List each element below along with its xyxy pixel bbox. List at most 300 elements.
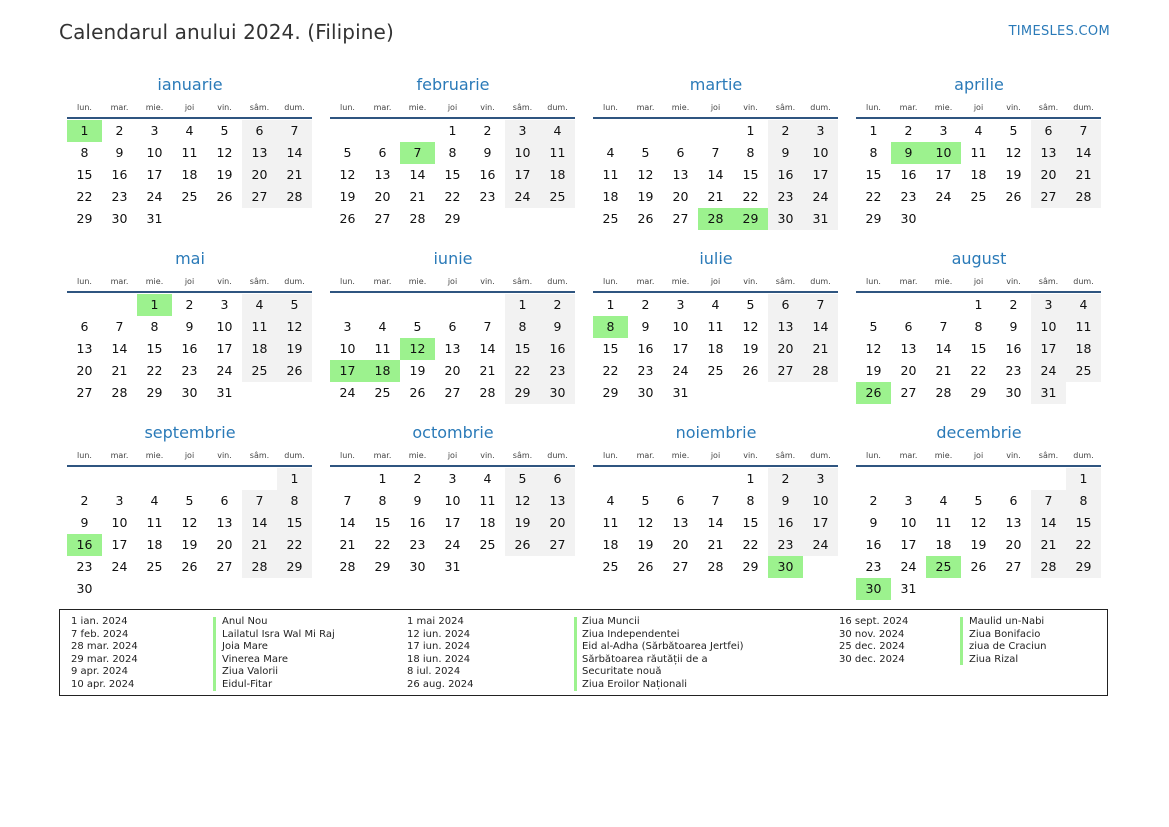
weekday-label: sâm. xyxy=(775,451,796,460)
legend-entry: Ziua Bonifacio xyxy=(969,628,1041,640)
legend-entry: Ziua Muncii xyxy=(582,616,640,627)
day-cell: 18 xyxy=(181,167,198,182)
empty-cell xyxy=(67,468,102,490)
month-title: decembrie xyxy=(936,423,1022,442)
day-cell: 16 xyxy=(111,167,128,182)
day-cell: 28 xyxy=(409,211,426,226)
day-cell: 31 xyxy=(146,211,163,226)
day-cell: 5 xyxy=(869,319,878,334)
day-cell: 20 xyxy=(768,338,803,360)
day-cell: 12 xyxy=(742,319,759,334)
day-cell: 26 xyxy=(277,360,312,382)
empty-cell xyxy=(628,120,663,142)
weekday-label: joi xyxy=(973,103,984,112)
day-cell: 16 xyxy=(900,167,917,182)
day-cell: 11 xyxy=(1066,316,1101,338)
legend-dates-1 xyxy=(71,616,138,692)
legend-names-2 xyxy=(582,616,744,692)
empty-cell xyxy=(207,468,242,490)
weekday-label: vin. xyxy=(480,277,495,286)
day-cell: 26 xyxy=(216,189,233,204)
empty-cell xyxy=(628,468,663,490)
day-cell: 6 xyxy=(80,319,89,334)
day-cell: 8 xyxy=(80,145,89,160)
day-cell: 13 xyxy=(242,142,277,164)
legend-entry: 29 mar. 2024 xyxy=(71,653,138,665)
day-cell: 21 xyxy=(277,164,312,186)
day-cell: 23 xyxy=(768,186,803,208)
day-cell: 3 xyxy=(676,297,685,312)
weekday-label: mie. xyxy=(408,277,427,286)
day-cell: 10 xyxy=(505,142,540,164)
weekday-label: mie. xyxy=(145,103,164,112)
day-cell: 25 xyxy=(602,559,619,574)
day-cell: 7 xyxy=(711,493,720,508)
legend-entry: Vinerea Mare xyxy=(222,653,289,665)
month-iulie xyxy=(593,246,839,404)
day-cell: 24 xyxy=(900,559,917,574)
holiday-day-cell: 1 xyxy=(67,120,102,142)
day-cell: 2 xyxy=(185,297,194,312)
weekday-label: mie. xyxy=(408,451,427,460)
day-cell: 29 xyxy=(970,385,987,400)
month-title: iulie xyxy=(699,249,733,268)
day-cell: 5 xyxy=(641,145,650,160)
weekday-label: vin. xyxy=(217,103,232,112)
day-cell: 24 xyxy=(935,189,952,204)
day-cell: 27 xyxy=(374,211,391,226)
day-cell: 18 xyxy=(479,515,496,530)
day-cell: 1 xyxy=(974,297,983,312)
month-title: noiembrie xyxy=(675,423,757,442)
day-cell: 3 xyxy=(1031,294,1066,316)
month-title: octombrie xyxy=(412,423,494,442)
day-cell: 10 xyxy=(900,515,917,530)
day-cell: 13 xyxy=(672,515,689,530)
day-cell: 23 xyxy=(181,363,198,378)
day-cell: 20 xyxy=(242,164,277,186)
day-cell: 25 xyxy=(707,363,724,378)
day-cell: 8 xyxy=(974,319,983,334)
day-cell: 22 xyxy=(277,534,312,556)
legend-bar-3 xyxy=(960,617,963,665)
empty-cell xyxy=(856,468,891,490)
day-cell: 19 xyxy=(216,167,233,182)
day-cell: 2 xyxy=(80,493,89,508)
day-cell: 13 xyxy=(900,341,917,356)
empty-cell xyxy=(137,468,172,490)
day-cell: 14 xyxy=(111,341,128,356)
day-cell: 13 xyxy=(540,490,575,512)
day-cell: 21 xyxy=(803,338,838,360)
day-cell: 10 xyxy=(803,142,838,164)
day-cell: 29 xyxy=(742,559,759,574)
day-cell: 1 xyxy=(746,471,755,486)
legend-entry: Securitate nouă xyxy=(582,666,662,678)
day-cell: 19 xyxy=(409,363,426,378)
day-cell: 28 xyxy=(111,385,128,400)
weekday-label: mie. xyxy=(671,451,690,460)
day-cell: 27 xyxy=(444,385,461,400)
day-cell: 11 xyxy=(374,341,391,356)
empty-cell xyxy=(891,468,926,490)
day-cell: 22 xyxy=(865,189,882,204)
day-cell: 13 xyxy=(76,341,93,356)
empty-cell xyxy=(330,468,365,490)
day-cell: 4 xyxy=(540,120,575,142)
day-cell: 30 xyxy=(900,211,917,226)
holiday-day-cell: 29 xyxy=(733,208,768,230)
day-cell: 10 xyxy=(146,145,163,160)
day-cell: 7 xyxy=(115,319,124,334)
day-cell: 18 xyxy=(602,537,619,552)
day-cell: 5 xyxy=(220,123,229,138)
day-cell: 6 xyxy=(768,294,803,316)
day-cell: 1 xyxy=(869,123,878,138)
legend-entry: Ziua Independentei xyxy=(582,628,680,640)
day-cell: 31 xyxy=(1031,382,1066,404)
day-cell: 14 xyxy=(707,515,724,530)
month-februarie xyxy=(330,72,576,230)
day-cell: 9 xyxy=(768,490,803,512)
day-cell: 29 xyxy=(444,211,461,226)
day-cell: 5 xyxy=(505,468,540,490)
empty-cell xyxy=(400,294,435,316)
empty-cell xyxy=(172,468,207,490)
day-cell: 12 xyxy=(637,167,654,182)
weekday-label: lun. xyxy=(340,451,355,460)
month-octombrie xyxy=(330,420,576,578)
day-grid xyxy=(856,294,1101,404)
day-cell: 20 xyxy=(672,537,689,552)
empty-cell xyxy=(365,294,400,316)
weekday-label: dum. xyxy=(1073,103,1094,112)
legend-entry: Eid al-Adha (Sărbătoarea Jertfei) xyxy=(582,641,744,653)
day-cell: 24 xyxy=(505,186,540,208)
day-cell: 9 xyxy=(185,319,194,334)
day-cell: 15 xyxy=(1066,512,1101,534)
weekday-label: mie. xyxy=(145,451,164,460)
empty-cell xyxy=(698,120,733,142)
day-cell: 14 xyxy=(409,167,426,182)
day-cell: 18 xyxy=(602,189,619,204)
day-cell: 12 xyxy=(865,341,882,356)
weekday-label: vin. xyxy=(1006,103,1021,112)
day-cell: 15 xyxy=(742,515,759,530)
day-cell: 8 xyxy=(505,316,540,338)
weekday-label: sâm. xyxy=(1038,451,1059,460)
day-cell: 5 xyxy=(185,493,194,508)
day-cell: 1 xyxy=(277,468,312,490)
day-cell: 4 xyxy=(378,319,387,334)
day-cell: 26 xyxy=(970,559,987,574)
month-title: martie xyxy=(689,75,743,94)
day-cell: 14 xyxy=(1031,512,1066,534)
day-cell: 20 xyxy=(540,512,575,534)
weekday-label: joi xyxy=(710,451,721,460)
day-cell: 19 xyxy=(277,338,312,360)
day-cell: 16 xyxy=(768,512,803,534)
day-cell: 29 xyxy=(602,385,619,400)
day-cell: 30 xyxy=(181,385,198,400)
day-cell: 10 xyxy=(672,319,689,334)
empty-cell xyxy=(961,468,996,490)
day-cell: 7 xyxy=(711,145,720,160)
weekday-label: lun. xyxy=(603,277,618,286)
day-cell: 23 xyxy=(637,363,654,378)
legend-entry: Anul Nou xyxy=(222,616,268,627)
day-cell: 17 xyxy=(900,537,917,552)
month-title: septembrie xyxy=(144,423,236,442)
day-cell: 28 xyxy=(242,556,277,578)
day-cell: 8 xyxy=(1066,490,1101,512)
day-cell: 29 xyxy=(146,385,163,400)
day-cell: 18 xyxy=(970,167,987,182)
legend-entry: Lailatul Isra Wal Mi Raj xyxy=(222,628,335,640)
day-cell: 27 xyxy=(672,211,689,226)
day-cell: 1 xyxy=(746,123,755,138)
day-cell: 3 xyxy=(505,120,540,142)
weekday-label: mar. xyxy=(110,277,129,286)
day-cell: 8 xyxy=(378,493,387,508)
day-cell: 26 xyxy=(409,385,426,400)
day-cell: 14 xyxy=(339,515,356,530)
weekday-label: dum. xyxy=(547,103,568,112)
weekday-label: mie. xyxy=(934,103,953,112)
day-cell: 22 xyxy=(374,537,391,552)
brand-link[interactable]: TIMESLES.COM xyxy=(1008,24,1110,39)
weekday-label: joi xyxy=(184,103,195,112)
day-cell: 25 xyxy=(540,186,575,208)
day-cell: 1 xyxy=(505,294,540,316)
day-cell: 9 xyxy=(483,145,492,160)
legend-entry: 16 sept. 2024 xyxy=(839,616,909,627)
day-grid xyxy=(67,468,312,600)
day-cell: 2 xyxy=(1009,297,1018,312)
weekday-label: mie. xyxy=(671,277,690,286)
day-cell: 6 xyxy=(676,493,685,508)
day-cell: 11 xyxy=(146,515,163,530)
weekday-header xyxy=(593,272,839,292)
day-cell: 2 xyxy=(641,297,650,312)
day-cell: 4 xyxy=(974,123,983,138)
day-cell: 12 xyxy=(216,145,233,160)
day-cell: 15 xyxy=(742,167,759,182)
day-cell: 29 xyxy=(277,556,312,578)
day-cell: 17 xyxy=(505,164,540,186)
weekday-label: mar. xyxy=(110,451,129,460)
holiday-day-cell: 18 xyxy=(365,360,400,382)
day-cell: 10 xyxy=(1031,316,1066,338)
day-cell: 3 xyxy=(803,468,838,490)
day-grid xyxy=(330,468,575,578)
day-cell: 25 xyxy=(374,385,391,400)
empty-cell xyxy=(470,294,505,316)
day-cell: 13 xyxy=(672,167,689,182)
day-cell: 15 xyxy=(444,167,461,182)
empty-cell xyxy=(593,468,628,490)
months-grid xyxy=(67,72,1102,602)
weekday-header xyxy=(67,98,313,118)
day-cell: 4 xyxy=(242,294,277,316)
day-cell: 22 xyxy=(742,189,759,204)
day-grid xyxy=(593,120,838,230)
day-cell: 28 xyxy=(339,559,356,574)
day-cell: 24 xyxy=(146,189,163,204)
legend-entry: 1 mai 2024 xyxy=(407,616,464,627)
day-cell: 11 xyxy=(479,493,496,508)
day-cell: 20 xyxy=(1031,164,1066,186)
day-cell: 2 xyxy=(768,120,803,142)
day-cell: 6 xyxy=(904,319,913,334)
day-cell: 6 xyxy=(676,145,685,160)
legend-entry: 12 iun. 2024 xyxy=(407,628,471,640)
day-cell: 2 xyxy=(869,493,878,508)
day-cell: 8 xyxy=(150,319,159,334)
weekday-label: joi xyxy=(447,103,458,112)
day-cell: 25 xyxy=(479,537,496,552)
day-cell: 21 xyxy=(111,363,128,378)
holiday-day-cell: 1 xyxy=(137,294,172,316)
day-grid xyxy=(330,294,575,404)
day-cell: 19 xyxy=(339,189,356,204)
empty-cell xyxy=(330,120,365,142)
weekday-label: vin. xyxy=(1006,451,1021,460)
day-cell: 19 xyxy=(181,537,198,552)
day-cell: 17 xyxy=(672,341,689,356)
day-cell: 20 xyxy=(444,363,461,378)
weekday-label: sâm. xyxy=(249,103,270,112)
weekday-label: mar. xyxy=(636,103,655,112)
weekday-label: mar. xyxy=(899,451,918,460)
day-cell: 2 xyxy=(115,123,124,138)
weekday-label: lun. xyxy=(340,103,355,112)
day-cell: 5 xyxy=(1009,123,1018,138)
day-cell: 29 xyxy=(76,211,93,226)
day-cell: 24 xyxy=(216,363,233,378)
weekday-header xyxy=(593,446,839,466)
legend-entry: 25 dec. 2024 xyxy=(839,641,905,653)
weekday-label: vin. xyxy=(480,451,495,460)
day-cell: 19 xyxy=(637,189,654,204)
day-cell: 26 xyxy=(1005,189,1022,204)
weekday-label: dum. xyxy=(810,451,831,460)
day-cell: 21 xyxy=(707,189,724,204)
weekday-label: sâm. xyxy=(1038,103,1059,112)
empty-cell xyxy=(926,468,961,490)
day-cell: 25 xyxy=(970,189,987,204)
empty-cell xyxy=(698,468,733,490)
empty-cell xyxy=(330,294,365,316)
month-title: ianuarie xyxy=(157,75,223,94)
weekday-label: joi xyxy=(447,277,458,286)
day-cell: 26 xyxy=(637,559,654,574)
day-cell: 21 xyxy=(242,534,277,556)
day-cell: 12 xyxy=(181,515,198,530)
day-cell: 22 xyxy=(602,363,619,378)
day-cell: 7 xyxy=(343,493,352,508)
weekday-label: mie. xyxy=(671,103,690,112)
day-cell: 28 xyxy=(1066,186,1101,208)
day-cell: 24 xyxy=(803,534,838,556)
day-cell: 27 xyxy=(768,360,803,382)
day-cell: 21 xyxy=(1031,534,1066,556)
day-cell: 27 xyxy=(242,186,277,208)
day-cell: 6 xyxy=(220,493,229,508)
day-cell: 17 xyxy=(444,515,461,530)
weekday-label: dum. xyxy=(284,277,305,286)
weekday-label: dum. xyxy=(284,103,305,112)
day-cell: 26 xyxy=(505,534,540,556)
day-cell: 17 xyxy=(111,537,128,552)
day-cell: 23 xyxy=(479,189,496,204)
day-cell: 13 xyxy=(444,341,461,356)
holiday-day-cell: 9 xyxy=(891,142,926,164)
day-cell: 1 xyxy=(378,471,387,486)
empty-cell xyxy=(926,294,961,316)
day-cell: 9 xyxy=(869,515,878,530)
holiday-legend xyxy=(59,609,1108,696)
legend-entry: Sărbătoarea răutății de a xyxy=(582,653,708,665)
holiday-day-cell: 25 xyxy=(926,556,961,578)
day-cell: 6 xyxy=(1031,120,1066,142)
day-cell: 22 xyxy=(1066,534,1101,556)
day-cell: 16 xyxy=(540,338,575,360)
holiday-day-cell: 26 xyxy=(856,382,891,404)
day-cell: 8 xyxy=(746,145,755,160)
legend-entry: Ziua Eroilor Naționali xyxy=(582,678,688,690)
holiday-day-cell: 10 xyxy=(926,142,961,164)
day-cell: 25 xyxy=(181,189,198,204)
day-cell: 16 xyxy=(637,341,654,356)
weekday-label: dum. xyxy=(810,103,831,112)
day-cell: 14 xyxy=(479,341,496,356)
day-cell: 22 xyxy=(444,189,461,204)
day-cell: 5 xyxy=(413,319,422,334)
day-cell: 3 xyxy=(939,123,948,138)
day-cell: 16 xyxy=(181,341,198,356)
day-cell: 11 xyxy=(602,515,619,530)
day-cell: 19 xyxy=(637,537,654,552)
day-cell: 8 xyxy=(277,490,312,512)
weekday-label: sâm. xyxy=(249,277,270,286)
day-cell: 30 xyxy=(76,581,93,596)
day-cell: 2 xyxy=(768,468,803,490)
month-title: aprilie xyxy=(954,75,1004,94)
day-cell: 5 xyxy=(974,493,983,508)
weekday-label: sâm. xyxy=(249,451,270,460)
weekday-label: mar. xyxy=(899,277,918,286)
day-cell: 17 xyxy=(935,167,952,182)
day-cell: 28 xyxy=(277,186,312,208)
day-cell: 9 xyxy=(413,493,422,508)
day-cell: 5 xyxy=(343,145,352,160)
day-cell: 27 xyxy=(76,385,93,400)
day-cell: 15 xyxy=(76,167,93,182)
legend-entry: Maulid un-Nabi xyxy=(969,616,1045,627)
day-cell: 30 xyxy=(1005,385,1022,400)
day-cell: 7 xyxy=(1031,490,1066,512)
weekday-label: lun. xyxy=(77,103,92,112)
day-cell: 24 xyxy=(111,559,128,574)
empty-cell xyxy=(365,120,400,142)
weekday-label: sâm. xyxy=(512,277,533,286)
day-cell: 27 xyxy=(1005,559,1022,574)
holiday-day-cell: 12 xyxy=(400,338,435,360)
weekday-label: vin. xyxy=(217,277,232,286)
weekday-label: joi xyxy=(973,451,984,460)
day-cell: 31 xyxy=(216,385,233,400)
